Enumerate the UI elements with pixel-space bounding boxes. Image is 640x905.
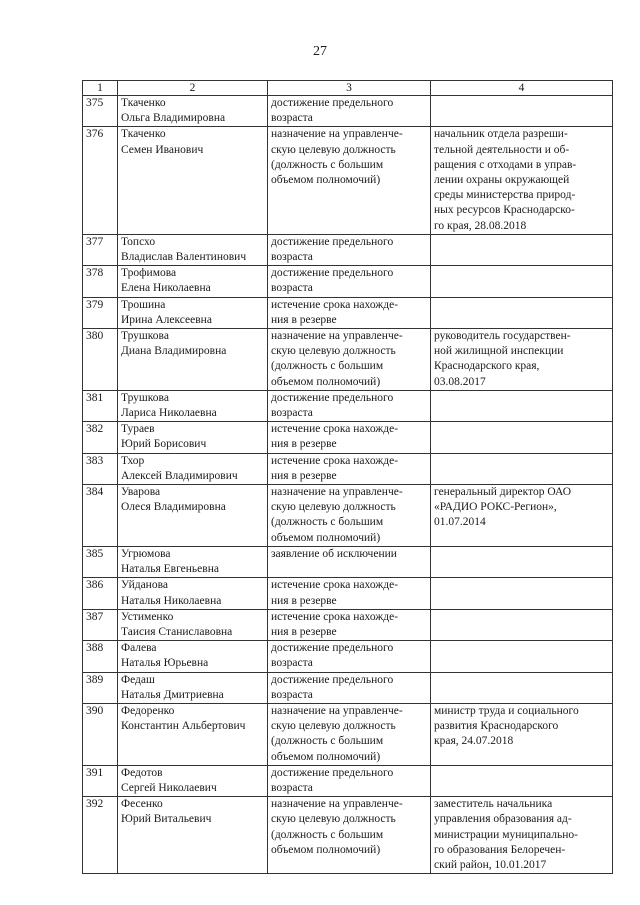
table-row [83, 127, 613, 234]
person-name-cell [118, 422, 268, 453]
appointed-position-cell [431, 765, 613, 796]
exclusion-reason-line: достижение предельного [271, 97, 394, 109]
person-name-cell [118, 641, 268, 672]
exclusion-reason-line: ния в резерве [271, 469, 337, 482]
person-name-line: Алексей Владимирович [121, 469, 238, 482]
exclusion-reason-line: скую целевую должность [271, 720, 396, 733]
person-name-line: Елена Николаевна [121, 282, 211, 295]
exclusion-reason-line: назначение на управленче- [271, 704, 403, 717]
page-number: 27 [313, 44, 327, 59]
exclusion-reason-line: истечение срока нахожде- [271, 610, 399, 623]
exclusion-reason-cell [268, 390, 431, 421]
exclusion-reason-line: истечение срока нахожде- [271, 579, 399, 592]
appointed-position-line: ский район, 10.01.2017 [434, 858, 547, 871]
exclusion-reason-line: объемом полномочий) [271, 750, 381, 763]
exclusion-reason-line: достижение предельного [271, 235, 394, 248]
column-header-number: 1 [83, 81, 118, 96]
person-name-cell [118, 546, 268, 577]
table-row [83, 641, 613, 672]
appointed-position-line: «РАДИО РОКС-Регион», [434, 501, 557, 514]
person-name-cell [118, 578, 268, 609]
person-name-cell [118, 329, 268, 391]
exclusion-reason-line: возраста [271, 781, 313, 794]
appointed-position-line: начальник отдела разреши- [434, 128, 568, 141]
exclusion-reason-line: ния в резерве [271, 594, 337, 607]
exclusion-reason-cell [268, 765, 431, 796]
person-name-cell [118, 672, 268, 703]
appointed-position-line: министр труда и социального [434, 704, 579, 717]
appointed-position-cell [431, 641, 613, 672]
exclusion-reason-line: (должность с большим [271, 360, 384, 373]
exclusion-reason-line: заявление об исключении [271, 547, 397, 560]
exclusion-reason-line: ния в резерве [271, 438, 337, 451]
appointed-position-cell [431, 578, 613, 609]
table-row [83, 765, 613, 796]
exclusion-reason-line: (должность с большим [271, 516, 384, 529]
registry-table [82, 80, 613, 874]
appointed-position-cell [431, 485, 613, 547]
person-name-line: Константин Альбертович [121, 720, 246, 733]
person-name-line: Ольга Владимировна [121, 112, 226, 125]
exclusion-reason-line: возраста [271, 657, 313, 670]
exclusion-reason-cell [268, 234, 431, 265]
exclusion-reason-line: достижение предельного [271, 391, 394, 404]
appointed-position-line: тельной деятельности и об- [434, 143, 570, 156]
person-name-cell [118, 485, 268, 547]
exclusion-reason-line: объемом полномочий) [271, 531, 381, 544]
row-number: 388 [83, 641, 118, 672]
exclusion-reason-line: достижение предельного [271, 642, 394, 655]
exclusion-reason-line: скую целевую должность [271, 813, 396, 826]
exclusion-reason-line: достижение предельного [271, 267, 394, 280]
exclusion-reason-cell [268, 672, 431, 703]
table-row [83, 266, 613, 297]
table-row [83, 797, 613, 874]
person-name-line: Фесенко [121, 798, 163, 811]
exclusion-reason-line: (должность с большим [271, 828, 384, 841]
person-name-line: Юрий Витальевич [121, 813, 212, 826]
person-name-line: Ткаченко [121, 97, 166, 109]
appointed-position-cell [431, 127, 613, 234]
appointed-position-cell [431, 797, 613, 874]
exclusion-reason-line: истечение срока нахожде- [271, 298, 399, 311]
appointed-position-line: развития Краснодарского [434, 720, 559, 733]
exclusion-reason-line: возраста [271, 251, 313, 264]
exclusion-reason-cell [268, 703, 431, 765]
exclusion-reason-line: достижение предельного [271, 673, 394, 686]
exclusion-reason-cell [268, 485, 431, 547]
column-header-name: 2 [118, 81, 268, 96]
exclusion-reason-line: назначение на управленче- [271, 330, 403, 343]
appointed-position-line: управления образования ад- [434, 813, 572, 826]
appointed-position-line: ных ресурсов Краснодарско- [434, 204, 575, 217]
exclusion-reason-cell [268, 96, 431, 127]
person-name-line: Уварова [121, 486, 161, 499]
appointed-position-line: лении охраны окружающей [434, 174, 570, 187]
appointed-position-line: среды министерства природ- [434, 189, 576, 202]
exclusion-reason-line: возраста [271, 407, 313, 420]
person-name-line: Олеся Владимировна [121, 501, 226, 514]
appointed-position-line: 03.08.2017 [434, 375, 486, 388]
person-name-line: Федаш [121, 673, 155, 686]
person-name-cell [118, 453, 268, 484]
appointed-position-cell [431, 297, 613, 328]
exclusion-reason-cell [268, 797, 431, 874]
person-name-line: Ткаченко [121, 128, 166, 141]
exclusion-reason-line: истечение срока нахожде- [271, 454, 399, 467]
person-name-cell [118, 609, 268, 640]
row-number: 390 [83, 703, 118, 765]
appointed-position-cell [431, 422, 613, 453]
person-name-line: Лариса Николаевна [121, 407, 217, 420]
person-name-cell [118, 765, 268, 796]
person-name-cell [118, 127, 268, 234]
appointed-position-cell [431, 546, 613, 577]
person-name-line: Федотов [121, 766, 163, 779]
table-body [83, 96, 613, 874]
appointed-position-cell [431, 390, 613, 421]
exclusion-reason-line: ния в резерве [271, 313, 337, 326]
table-row [83, 234, 613, 265]
person-name-cell [118, 390, 268, 421]
table-row [83, 703, 613, 765]
row-number: 385 [83, 546, 118, 577]
person-name-line: Трушкова [121, 330, 169, 343]
person-name-line: Таисия Станиславовна [121, 625, 233, 638]
exclusion-reason-cell [268, 297, 431, 328]
exclusion-reason-cell [268, 127, 431, 234]
appointed-position-cell [431, 609, 613, 640]
appointed-position-line: го края, 28.08.2018 [434, 219, 527, 232]
person-name-line: Устименко [121, 610, 174, 623]
person-name-line: Уйданова [121, 579, 168, 592]
appointed-position-line: руководитель государствен- [434, 330, 571, 343]
row-number: 392 [83, 797, 118, 874]
row-number: 378 [83, 266, 118, 297]
person-name-line: Диана Владимировна [121, 345, 227, 358]
column-header-position: 4 [431, 81, 613, 96]
column-header-reason: 3 [268, 81, 431, 96]
person-name-line: Угрюмова [121, 547, 171, 560]
person-name-line: Наталья Евгеньевна [121, 563, 219, 576]
person-name-cell [118, 797, 268, 874]
appointed-position-line: го образования Белоречен- [434, 843, 566, 856]
exclusion-reason-line: назначение на управленче- [271, 486, 403, 499]
appointed-position-cell [431, 453, 613, 484]
row-number: 386 [83, 578, 118, 609]
row-number: 380 [83, 329, 118, 391]
exclusion-reason-line: скую целевую должность [271, 143, 396, 156]
row-number: 384 [83, 485, 118, 547]
exclusion-reason-line: ния в резерве [271, 625, 337, 638]
row-number: 379 [83, 297, 118, 328]
person-name-line: Семен Иванович [121, 143, 204, 156]
row-number: 377 [83, 234, 118, 265]
person-name-cell [118, 266, 268, 297]
exclusion-reason-cell [268, 578, 431, 609]
person-name-cell [118, 234, 268, 265]
exclusion-reason-cell [268, 453, 431, 484]
appointed-position-cell [431, 96, 613, 127]
appointed-position-cell [431, 672, 613, 703]
table-row [83, 453, 613, 484]
person-name-line: Наталья Юрьевна [121, 657, 209, 670]
person-name-cell [118, 297, 268, 328]
exclusion-reason-line: (должность с большим [271, 158, 384, 171]
appointed-position-line: 01.07.2014 [434, 516, 486, 529]
person-name-line: Топсхо [121, 235, 156, 248]
person-name-line: Фалева [121, 642, 157, 655]
exclusion-reason-line: достижение предельного [271, 766, 394, 779]
table-row [83, 578, 613, 609]
row-number: 391 [83, 765, 118, 796]
appointed-position-cell [431, 266, 613, 297]
exclusion-reason-cell [268, 609, 431, 640]
appointed-position-line: края, 24.07.2018 [434, 735, 514, 748]
table-row [83, 609, 613, 640]
person-name-line: Сергей Николаевич [121, 781, 217, 794]
person-name-line: Трошина [121, 298, 166, 311]
person-name-line: Ирина Алексеевна [121, 313, 212, 326]
row-number: 383 [83, 453, 118, 484]
exclusion-reason-cell [268, 266, 431, 297]
person-name-line: Трофимова [121, 267, 177, 280]
exclusion-reason-line: скую целевую должность [271, 345, 396, 358]
table-row [83, 96, 613, 127]
appointed-position-cell [431, 703, 613, 765]
appointed-position-line: ращения с отходами в управ- [434, 158, 577, 171]
exclusion-reason-cell [268, 329, 431, 391]
appointed-position-line: генеральный директор ОАО [434, 486, 572, 499]
appointed-position-line: министрации муниципально- [434, 828, 578, 841]
table-row [83, 297, 613, 328]
row-number: 376 [83, 127, 118, 234]
appointed-position-line: ной жилищной инспекции [434, 345, 564, 358]
table-header-row [83, 81, 613, 96]
appointed-position-line: Краснодарского края, [434, 360, 540, 373]
appointed-position-cell [431, 234, 613, 265]
person-name-line: Трушкова [121, 391, 169, 404]
exclusion-reason-line: объемом полномочий) [271, 375, 381, 388]
person-name-cell [118, 703, 268, 765]
table-row [83, 329, 613, 391]
table-row [83, 485, 613, 547]
table-row [83, 422, 613, 453]
person-name-line: Владислав Валентинович [121, 251, 247, 264]
row-number: 389 [83, 672, 118, 703]
exclusion-reason-cell [268, 641, 431, 672]
exclusion-reason-line: возраста [271, 688, 313, 701]
exclusion-reason-line: возраста [271, 282, 313, 295]
exclusion-reason-line: (должность с большим [271, 735, 384, 748]
table-row [83, 390, 613, 421]
exclusion-reason-line: объемом полномочий) [271, 843, 381, 856]
exclusion-reason-line: назначение на управленче- [271, 128, 403, 141]
person-name-cell [118, 96, 268, 127]
person-name-line: Тураев [121, 423, 155, 436]
table-row [83, 546, 613, 577]
appointed-position-line: заместитель начальника [434, 798, 553, 811]
exclusion-reason-line: назначение на управленче- [271, 798, 403, 811]
person-name-line: Тхор [121, 454, 145, 467]
row-number: 381 [83, 390, 118, 421]
person-name-line: Наталья Николаевна [121, 594, 222, 607]
exclusion-reason-line: объемом полномочий) [271, 174, 381, 187]
exclusion-reason-line: скую целевую должность [271, 501, 396, 514]
row-number: 382 [83, 422, 118, 453]
exclusion-reason-cell [268, 546, 431, 577]
row-number: 375 [83, 96, 118, 127]
person-name-line: Юрий Борисович [121, 438, 207, 451]
exclusion-reason-cell [268, 422, 431, 453]
row-number: 387 [83, 609, 118, 640]
exclusion-reason-line: истечение срока нахожде- [271, 423, 399, 436]
table-row [83, 672, 613, 703]
exclusion-reason-line: возраста [271, 112, 313, 125]
appointed-position-cell [431, 329, 613, 391]
person-name-line: Федоренко [121, 704, 175, 717]
person-name-line: Наталья Дмитриевна [121, 688, 224, 701]
